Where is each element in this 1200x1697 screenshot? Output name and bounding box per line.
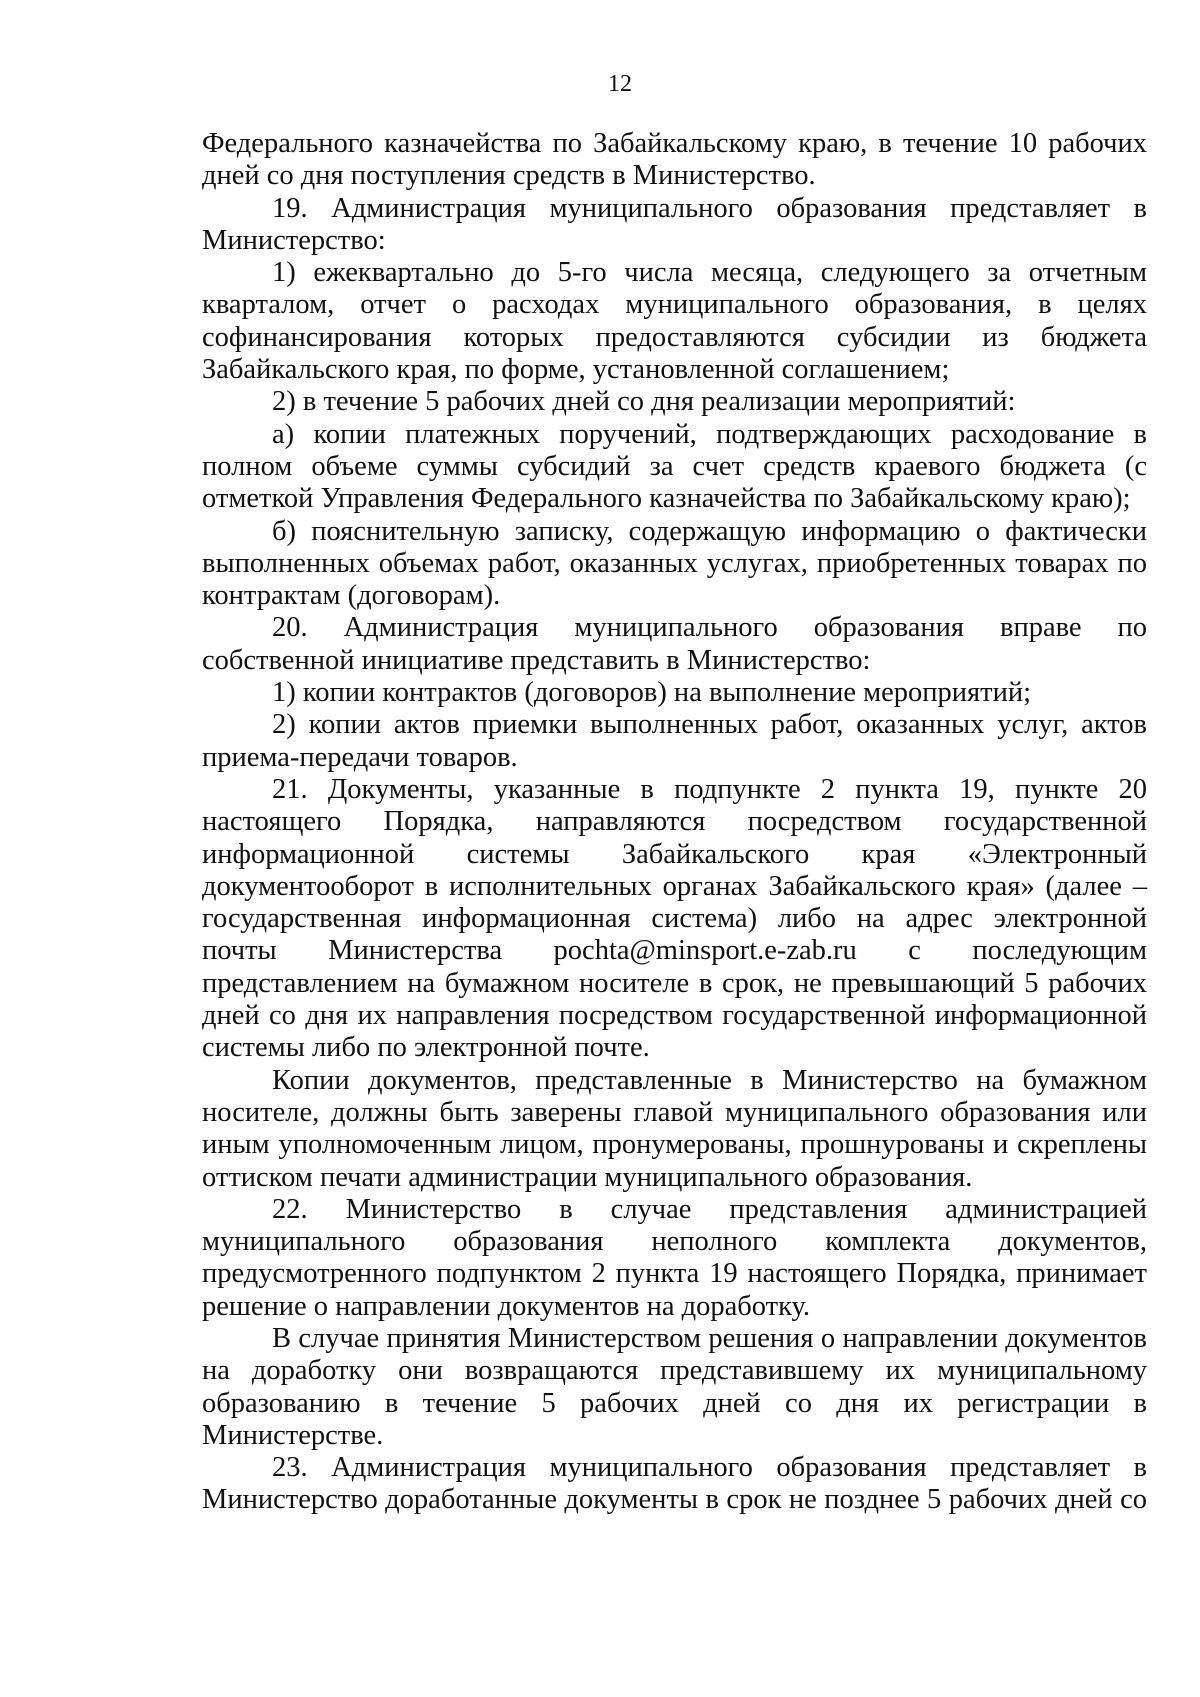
paragraph-item-23: 23. Администрация муниципального образования представляет в Министерство доработанные документы в срок не позднее 5 рабочих дней со — [202, 1452, 1147, 1516]
paragraph-item-19-2: 2) в течение 5 рабочих дней со дня реализации мероприятий: — [272, 386, 1016, 418]
document-body — [202, 128, 1147, 1517]
paragraph-item-22: 22. Министерство в случае представления администрацией муниципального образования неполного комплекта документов, предусмотренного подпунктом 2 пункта 19 настоящего Порядка, принимает решение о направлении документов на доработку. — [202, 1193, 1147, 1322]
paragraph-item-19-2-b: б) пояснительную записку, содержащую информацию о фактически выполненных объемах работ, оказанных услугах, приобретенных товарах по контрактам (договорам). — [202, 515, 1147, 612]
paragraph-item-22-return: В случае принятия Министерством решения о направлении документов на доработку они возвращаются представившему их муниципальному образованию в течение 5 рабочих дней со дня их регистрации в Министерстве. — [202, 1322, 1147, 1451]
paragraph-item-21-copies: Копии документов, представленные в Министерство на бумажном носителе, должны быть заверены главой муниципального образования или иным уполномоченным лицом, пронумерованы, прошнурованы и скреплены оттиском печати администрации муниципального образования. — [202, 1064, 1147, 1193]
paragraph-item-19-1: 1) ежеквартально до 5-го числа месяца, следующего за отчетным кварталом, отчет о расходах муниципального образования, в целях софинансирования которых предоставляются субсидии из бюджета Забайкальского края, по форме, установленной соглашением; — [202, 257, 1147, 386]
paragraph-item-20: 20. Администрация муниципального образования вправе по собственной инициативе представить в Министерство: — [202, 612, 1147, 676]
paragraph-item-19: 19. Администрация муниципального образования представляет в Министерство: — [202, 192, 1147, 256]
paragraph-item-20-2: 2) копии актов приемки выполненных работ, оказанных услуг, актов приема-передачи товаров. — [202, 709, 1147, 773]
paragraph-item-19-2-a: а) копии платежных поручений, подтверждающих расходование в полном объеме суммы субсидий за счет средств краевого бюджета (с отметкой Управления Федерального казначейства по Забайкальскому краю); — [202, 418, 1147, 515]
paragraph-item-20-1: 1) копии контрактов (договоров) на выполнение мероприятий; — [272, 677, 1032, 709]
page-number: 12 — [608, 71, 632, 97]
paragraph-item-21: 21. Документы, указанные в подпункте 2 пункта 19, пункте 20 настоящего Порядка, направляются посредством государственной информационной системы Забайкальского края «Электронный документооборот в исполнительных органах Забайкальского края» (далее – государственная информационная система) либо на адрес электронной почты Министерства pochta@minsport.e-zab.ru с последующим представлением на бумажном носителе в срок, не превышающий 5 рабочих дней со дня их направления посредством государственной информационной системы либо по электронной почте. — [202, 773, 1147, 1064]
paragraph-continuation: Федерального казначейства по Забайкальскому краю, в течение 10 рабочих дней со дня поступления средств в Министерство. — [202, 128, 1147, 192]
